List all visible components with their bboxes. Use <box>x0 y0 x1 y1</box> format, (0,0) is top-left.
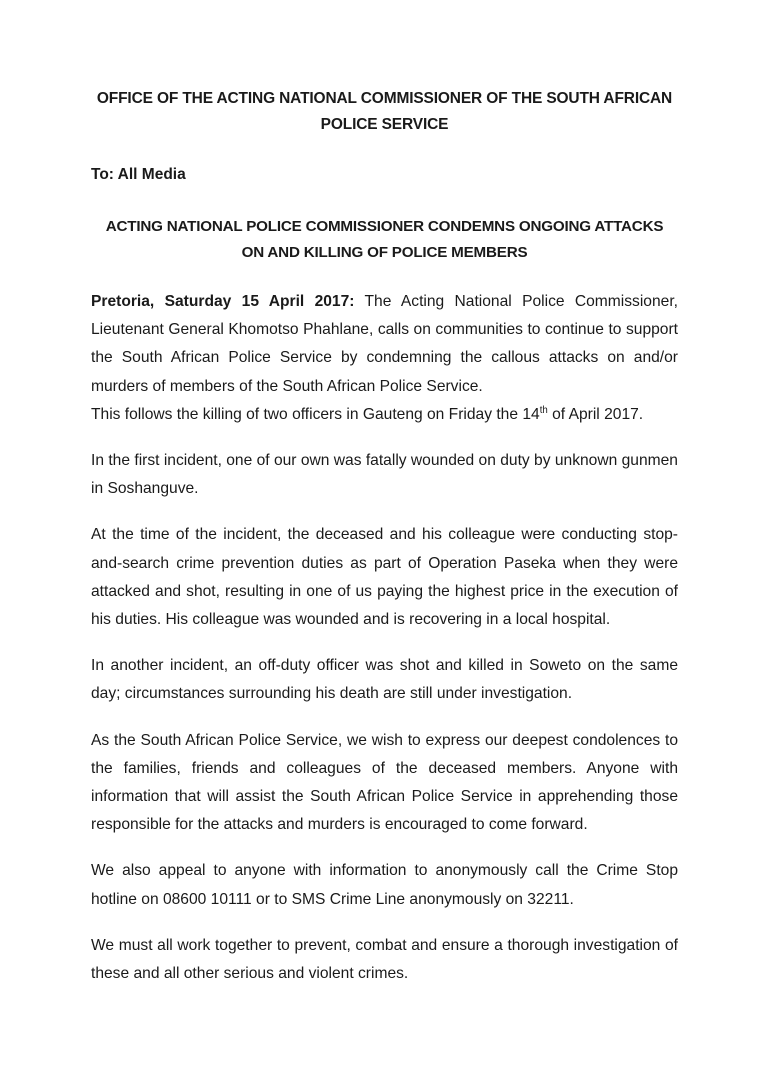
spacer <box>91 429 678 447</box>
paragraph-closing: We must all work together to prevent, combat and ensure a thorough investigation of these and all other serious and violent crimes. <box>91 936 678 983</box>
paragraph-incident-detail: At the time of the incident, the deceased and his colleague were conducting stop-and-search crime prevention duties as part of Operation Paseka when they were attacked and shot, resulting in one of us paying the highest price in the execution of his duties. His colleague was wounded and is recovering in a local hospital. <box>91 526 678 629</box>
spacer <box>91 138 678 162</box>
document-body <box>91 86 678 988</box>
spacer <box>91 503 678 521</box>
subject-line-2: ON AND KILLING OF POLICE MEMBERS <box>241 244 528 261</box>
ordinal-suffix: th <box>539 404 548 416</box>
spacer <box>91 709 678 727</box>
recipient-line: To: All Media <box>91 166 186 183</box>
header-line-2: POLICE SERVICE <box>320 116 449 133</box>
paragraph-appeal: We also appeal to anyone with information to anonymously call the Crime Stop hotline on 08600 10111 or to SMS Crime Line anonymously on 32211. <box>91 862 678 908</box>
subject-heading <box>91 214 678 266</box>
paragraph-lead-text: The Acting National Police Commissioner, Lieutenant General Khomotso Phahlane, calls on communities to continue to support the South African Police Service by condemning the callous attacks on and/or murders of members of the South African Police Service. <box>91 293 678 395</box>
spacer <box>91 914 678 932</box>
spacer <box>91 839 678 857</box>
spacer <box>91 266 678 288</box>
paragraph-condolences: As the South African Police Service, we wish to express our deepest condolences to the families, friends and colleagues of the deceased members. Anyone with information that will assist the South African Police Service in apprehending those responsible for the attacks and murders is encouraged to come forward. <box>91 731 678 834</box>
paragraph-another-incident: In another incident, an off-duty officer was shot and killed in Soweto on the same day; circumstances surrounding his death are still under investigation. <box>91 657 678 703</box>
spacer <box>91 188 678 214</box>
paragraph-lead <box>91 288 678 401</box>
header-line-1: OFFICE OF THE ACTING NATIONAL COMMISSIONER OF THE SOUTH AFRICAN <box>96 90 673 107</box>
paragraph-first-incident: In the first incident, one of our own was fatally wounded on duty by unknown gunmen in Soshanguve. <box>91 452 678 498</box>
dateline: Pretoria, Saturday 15 April 2017: <box>91 293 355 310</box>
subject-line-1: ACTING NATIONAL POLICE COMMISSIONER CONDEMNS ONGOING ATTACKS <box>105 218 664 235</box>
spacer <box>91 634 678 652</box>
follows-text-before: This follows the killing of two officers in Gauteng on Friday the 14 <box>91 405 540 423</box>
paragraph-follows <box>91 401 678 429</box>
document-header <box>91 86 678 138</box>
follows-text-after: of April 2017. <box>547 405 644 423</box>
